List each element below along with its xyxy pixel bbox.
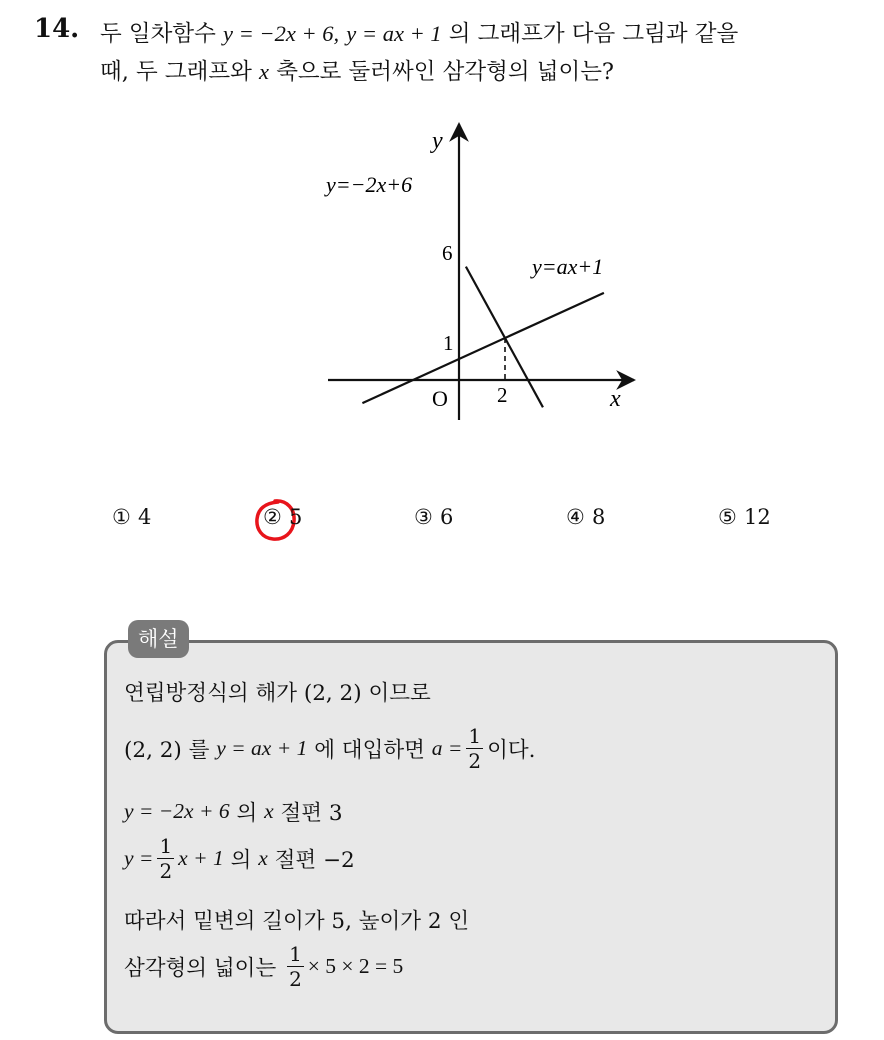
- fraction: $\frac{1}{2}$: [468, 724, 482, 773]
- graph-figure: [300, 112, 660, 432]
- choice-1[interactable]: ① 4: [112, 505, 152, 529]
- solution-line-5: 따라서 밑변의 길이가 5, 높이가 2 인: [124, 909, 470, 934]
- y-tick-6: 6: [442, 241, 453, 265]
- choice-5[interactable]: ⑤ 12: [718, 505, 771, 529]
- fraction: $\frac{1}{2}$: [159, 834, 173, 883]
- y-axis-label: y: [432, 128, 443, 154]
- question-text: 두 일차함수: [100, 21, 216, 47]
- question-text: 의 그래프가 다음 그림과 같을: [448, 21, 739, 47]
- question-text-line1: [100, 16, 738, 48]
- x-axis-label: x: [610, 386, 621, 412]
- line-label-steep: y=−2x+6: [326, 172, 413, 197]
- fraction: $\frac{1}{2}$: [289, 942, 302, 991]
- question-text-line2: [100, 54, 614, 86]
- equation-2: y = ax + 1: [346, 21, 442, 46]
- solution-line-6: 삼각형의 넓이는 $\frac{1}{2}$ × 5 × 2 = 5: [124, 942, 404, 991]
- solution-line-3: y = −2x + 6 의 x 절편 3: [124, 799, 343, 826]
- x-variable: x: [259, 59, 270, 84]
- line-label-shallow: y=ax+1: [532, 254, 604, 279]
- solution-line-2: (2, 2) 를 y = ax + 1 에 대입하면 a = $\frac{1}{2}$ 이다.: [124, 724, 536, 773]
- equation-1: y = −2x + 6,: [222, 21, 340, 46]
- x-tick-2: 2: [497, 383, 508, 407]
- choice-2[interactable]: ② 5: [263, 505, 303, 529]
- origin-label: O: [432, 386, 448, 411]
- choice-3[interactable]: ③ 6: [414, 505, 454, 529]
- solution-line-1: 연립방정식의 해가 (2, 2) 이므로: [124, 681, 431, 706]
- question-number: 14.: [34, 14, 80, 44]
- choice-4[interactable]: ④ 8: [566, 505, 606, 529]
- y-tick-1: 1: [443, 331, 454, 355]
- solution-tag: 해설: [128, 620, 189, 658]
- line-y-ax-plus1: [362, 293, 604, 403]
- question-text: 때, 두 그래프와: [100, 59, 252, 85]
- question-text: 축으로 둘러싸인 삼각형의 넓이는?: [276, 59, 614, 85]
- solution-line-4: y = $\frac{1}{2}$ x + 1 의 x 절편 −2: [124, 834, 355, 883]
